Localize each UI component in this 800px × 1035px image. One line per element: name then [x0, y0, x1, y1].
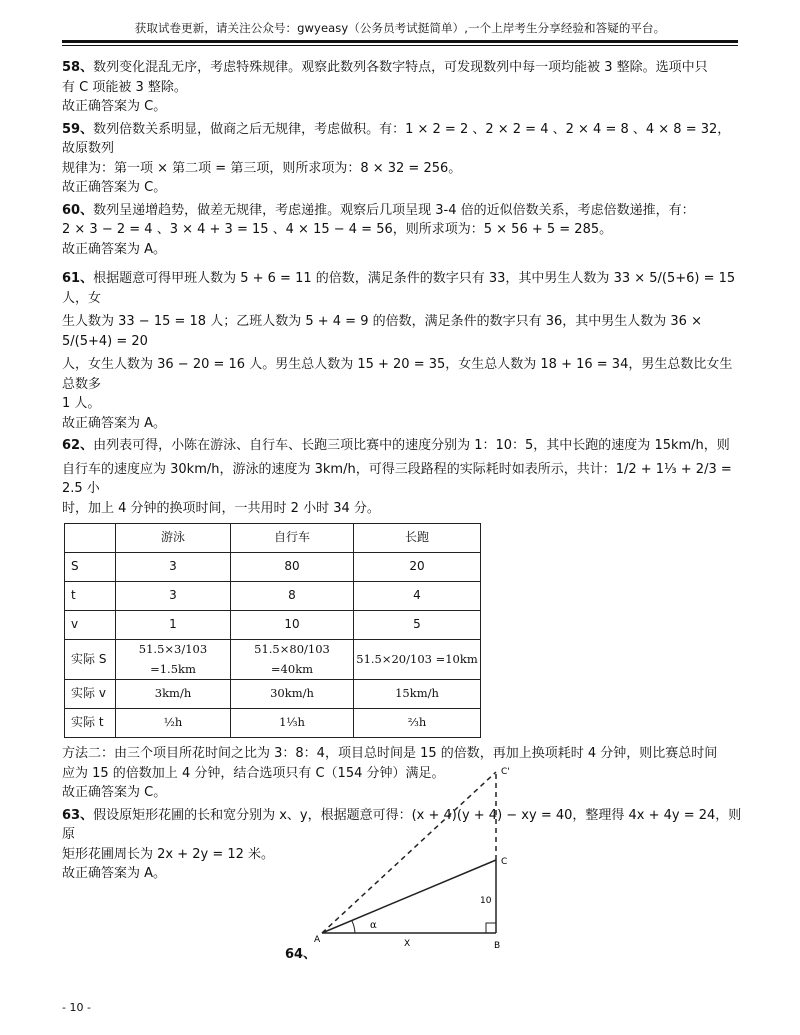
- question-number: 63、: [62, 807, 94, 823]
- label-a: A: [314, 935, 321, 945]
- table-header: 自行车: [231, 524, 354, 553]
- text-line: 方法二：由三个项目所花时间之比为 3：8：4，项目总时间是 15 的倍数，再加上换项耗时 4 分钟，则比赛总时间: [62, 746, 718, 761]
- text-line: 2 × 3 − 2 = 4 、3 × 4 + 3 = 15 、4 × 15 − 4 = 56，则所求项为：5 × 56 + 5 = 285。: [62, 222, 613, 237]
- label-c: C: [501, 857, 508, 867]
- answer-line: 故正确答案为 A。: [62, 241, 167, 257]
- text-line: 规律为：第一项 × 第二项 = 第三项，则所求项为：8 × 32 = 256。: [62, 160, 462, 176]
- right-angle-mark: [486, 923, 496, 933]
- question-59: [62, 120, 742, 198]
- table-cell: 4: [354, 582, 481, 611]
- text-line: 数列呈递增趋势，做差无规律，考虑递推。观察后几项呈现 3-4 倍的近似倍数关系，考虑倍数递推，有：: [93, 202, 695, 218]
- question-number: 60、: [62, 202, 94, 218]
- question-number: 59、: [62, 121, 94, 137]
- header-rule-thick: [62, 40, 738, 43]
- triangle-diagram: [300, 760, 560, 970]
- text-line: 有 C 项能被 3 整除。: [62, 79, 187, 95]
- row-label: 实际 S: [65, 640, 116, 680]
- table-cell: 3: [116, 553, 231, 582]
- text-line: 应为 15 的倍数加上 4 分钟，结合选项只有 C（154 分钟）满足。: [62, 765, 445, 781]
- table-cell: ½h: [116, 709, 231, 738]
- label-side-length: 10: [480, 896, 492, 906]
- text-line: 生人数为 33 − 15 = 18 人；乙班人数为 5 + 4 = 9 的倍数，满足条件的数字只有 36，其中男生人数为 36 × 5/(5+4) = 20: [62, 314, 702, 349]
- text-line: 时，加上 4 分钟的换项时间，一共用时 2 小时 34 分。: [62, 500, 380, 516]
- text-line: 数列变化混乱无序，考虑特殊规律。观察此数列各数字特点，可发现数列中每一项均能被 3 整除。选项中只: [93, 60, 708, 75]
- header-rule-thin: [62, 45, 738, 46]
- row-label: 实际 t: [65, 709, 116, 738]
- text-line: 1 人。: [62, 396, 101, 411]
- text-line: 矩形花圃周长为 2x + 2y = 12 米。: [62, 846, 275, 862]
- answer-line: 故正确答案为 C。: [62, 180, 167, 195]
- row-label: S: [65, 553, 116, 582]
- answer-line: 故正确答案为 A。: [62, 866, 167, 881]
- table-cell: ⅔h: [354, 709, 481, 738]
- table-cell: 80: [231, 553, 354, 582]
- answer-line: 故正确答案为 C。: [62, 99, 167, 114]
- text-line: 由列表可得，小陈在游泳、自行车、长跑三项比赛中的速度分别为 1：10：5，其中长跑的速度为 15km/h，则: [93, 438, 730, 453]
- question-61: [62, 269, 742, 433]
- speed-table: [64, 523, 481, 738]
- question-number: 61、: [62, 271, 94, 286]
- text-line: 假设原矩形花圃的长和宽分别为 x、y，根据题意可得：(x + 4)(y + 4) − xy = 40，整理得 4x + 4y = 24，则原: [62, 807, 742, 842]
- table-cell: 1⅓h: [231, 709, 354, 738]
- label-c-prime: C': [501, 767, 510, 777]
- table-row: [65, 709, 481, 738]
- page-header: 获取试卷更新，请关注公众号：gwyeasy（公务员考试挺简单）,一个上岸考生分享经验和答疑的平台。: [134, 21, 666, 35]
- row-label: 实际 v: [65, 680, 116, 709]
- table-cell: 1: [116, 611, 231, 640]
- page-number: - 10 -: [62, 1001, 91, 1014]
- text-line: 根据题意可得甲班人数为 5 + 6 = 11 的倍数，满足条件的数字只有 33，其中男生人数为 33 × 5/(5+6) = 15 人，女: [62, 271, 736, 306]
- table-cell: 51.5×3/103 =1.5km: [116, 640, 231, 680]
- segment-ac-prime: [322, 772, 496, 933]
- table-cell: 3: [116, 582, 231, 611]
- table-cell: 10: [231, 611, 354, 640]
- table-row: [65, 611, 481, 640]
- table-cell: 5: [354, 611, 481, 640]
- label-alpha: α: [370, 920, 377, 931]
- label-x: X: [404, 939, 411, 949]
- question-number: 58、: [62, 60, 94, 75]
- answer-line: 故正确答案为 A。: [62, 415, 167, 431]
- table-cell: 8: [231, 582, 354, 611]
- table-header-row: [65, 524, 481, 553]
- row-label: v: [65, 611, 116, 640]
- table-cell: 51.5×20/103 =10km: [354, 640, 481, 680]
- question-62: [62, 436, 742, 803]
- text-line: 自行车的速度应为 30km/h，游泳的速度为 3km/h，可得三段路程的实际耗时如表所示，共计：1/2 + 1⅓ + 2/3 = 2.5 小: [62, 461, 732, 496]
- angle-arc: [352, 921, 355, 933]
- table-row: [65, 680, 481, 709]
- label-b: B: [494, 941, 501, 951]
- table-header: 游泳: [116, 524, 231, 553]
- question-64-number: 64、: [285, 947, 317, 962]
- table-cell: 20: [354, 553, 481, 582]
- row-label: t: [65, 582, 116, 611]
- answer-line: 故正确答案为 C。: [62, 785, 167, 800]
- table-cell: 3km/h: [116, 680, 231, 709]
- table-cell: 51.5×80/103 =40km: [231, 640, 354, 680]
- question-58: [62, 58, 742, 117]
- table-header: 长跑: [354, 524, 481, 553]
- table-cell: 15km/h: [354, 680, 481, 709]
- table-cell: 30km/h: [231, 680, 354, 709]
- table-row: [65, 640, 481, 680]
- question-number: 62、: [62, 438, 94, 453]
- text-line: 数列倍数关系明显，做商之后无规律，考虑做积。有：1 × 2 = 2 、2 × 2 = 4 、2 × 4 = 8 、4 × 8 = 32，故原数列: [62, 121, 731, 156]
- table-row: [65, 582, 481, 611]
- question-60: [62, 201, 742, 260]
- table-row: [65, 553, 481, 582]
- table-cell: [65, 524, 116, 553]
- segment-ac: [322, 860, 496, 933]
- text-line: 人，女生人数为 36 − 20 = 16 人。男生总人数为 15 + 20 = 35，女生总人数为 18 + 16 = 34，男生总数比女生总数多: [62, 357, 733, 392]
